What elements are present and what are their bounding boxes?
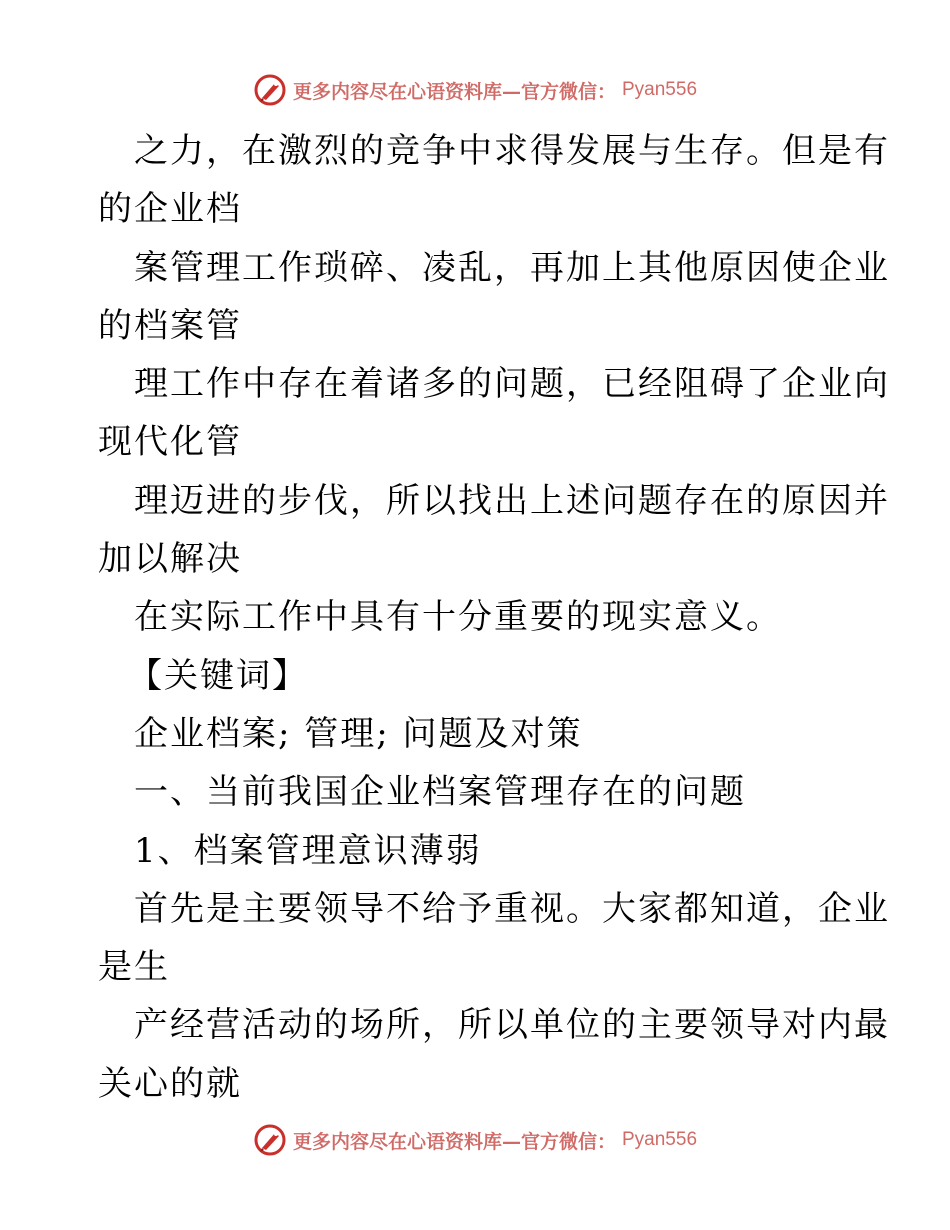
watermark-id: Pyan556 bbox=[622, 1129, 698, 1150]
body-line: 加以解决 bbox=[98, 539, 242, 580]
watermark-id: Pyan556 bbox=[622, 79, 698, 100]
body-line: 产经营活动的场所，所以单位的主要领导对内最 bbox=[134, 1005, 890, 1046]
body-line: 的企业档 bbox=[98, 189, 242, 230]
body-line: 关心的就 bbox=[98, 1063, 242, 1104]
watermark-header bbox=[0, 70, 950, 110]
watermark-footer bbox=[0, 1120, 950, 1160]
pen-logo-icon bbox=[253, 1123, 287, 1157]
body-line: 之力，在激烈的竞争中求得发展与生存。但是有 bbox=[134, 131, 890, 171]
subsection-heading: 1、档案管理意识薄弱 bbox=[134, 830, 482, 871]
document-body bbox=[98, 122, 890, 1113]
keywords-heading: 【关键词】 bbox=[128, 655, 308, 696]
body-line: 现代化管 bbox=[98, 422, 242, 463]
body-line: 理工作中存在着诸多的问题，已经阻碍了企业向 bbox=[134, 364, 890, 405]
pen-logo-icon bbox=[253, 73, 287, 107]
body-line: 是生 bbox=[98, 947, 170, 988]
watermark-text: 更多内容尽在心语资料库—官方微信： bbox=[292, 1130, 616, 1153]
watermark-text: 更多内容尽在心语资料库—官方微信： bbox=[292, 80, 616, 103]
section-heading: 一、当前我国企业档案管理存在的问题 bbox=[134, 772, 746, 813]
body-line: 案管理工作琐碎、凌乱，再加上其他原因使企业 bbox=[134, 247, 890, 288]
body-line: 首先是主要领导不给予重视。大家都知道，企业 bbox=[134, 888, 890, 929]
keywords-list: 企业档案; 管理; 问题及对策 bbox=[134, 713, 583, 754]
body-line: 的档案管 bbox=[98, 305, 242, 346]
body-line: 在实际工作中具有十分重要的现实意义。 bbox=[134, 597, 782, 638]
body-line: 理迈进的步伐，所以找出上述问题存在的原因并 bbox=[134, 480, 890, 521]
